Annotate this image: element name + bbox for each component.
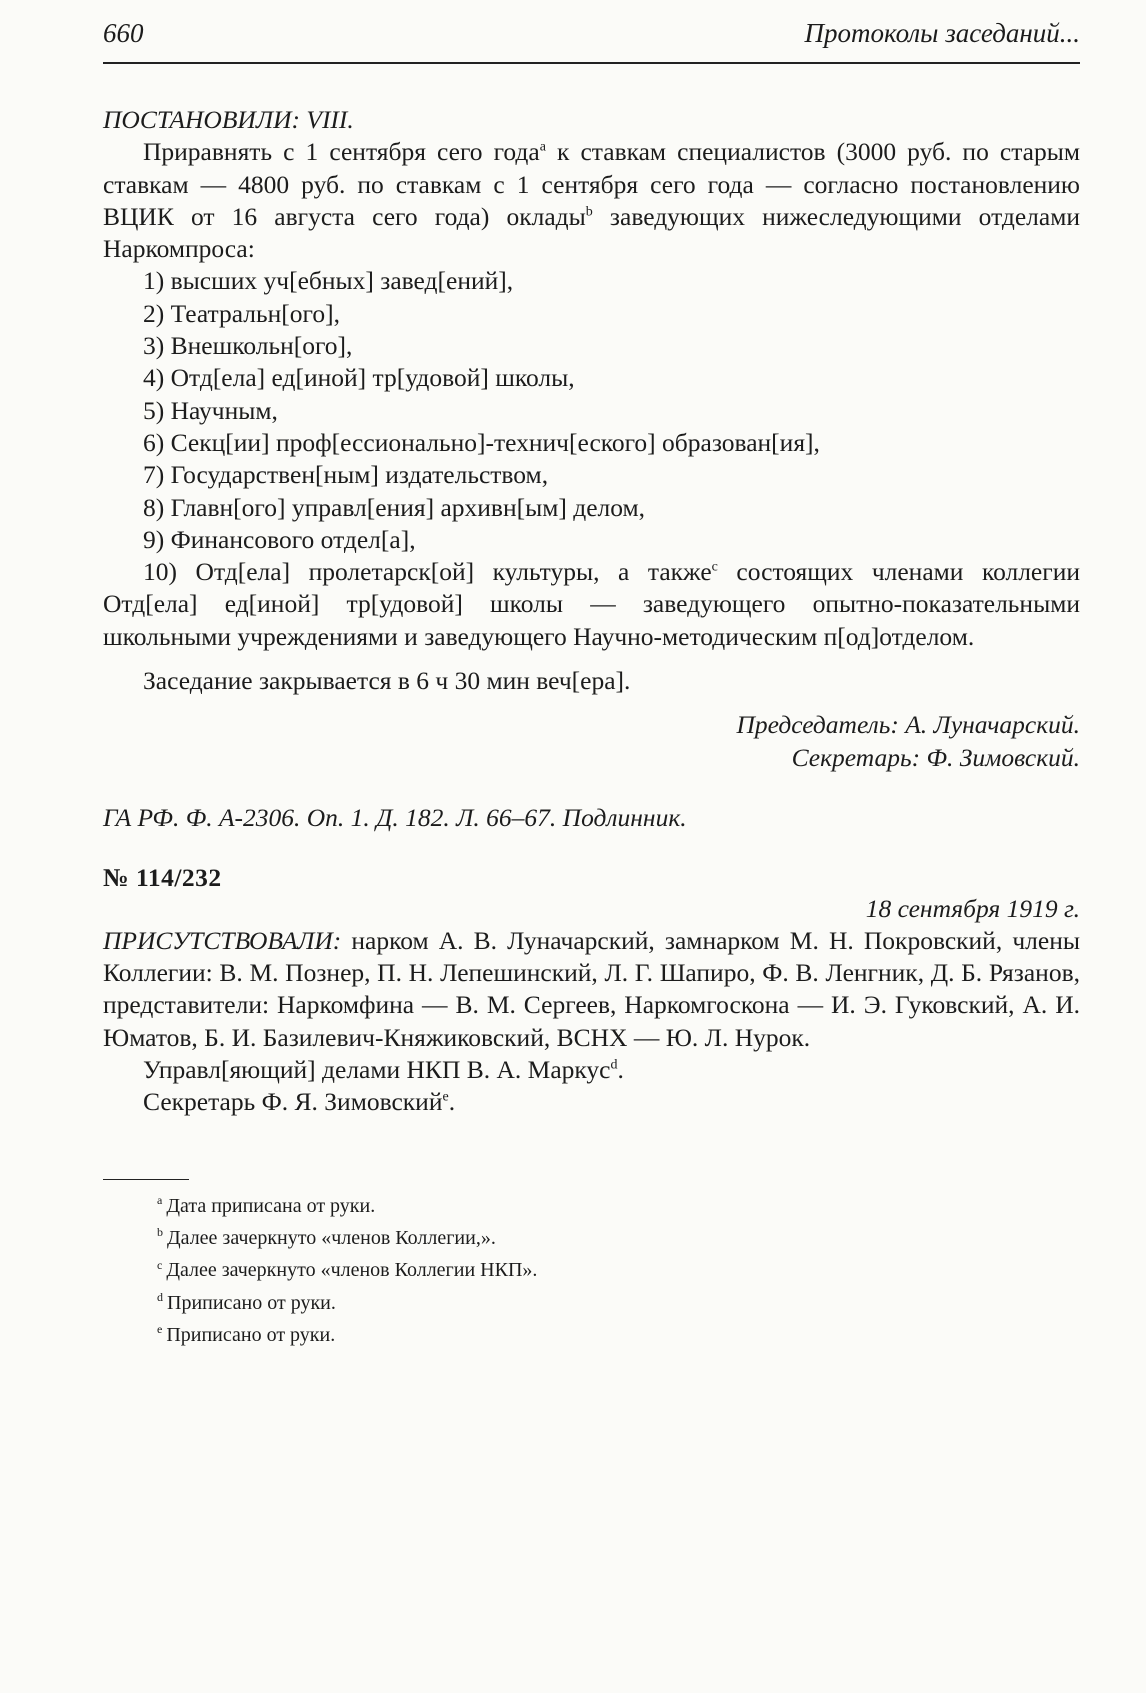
list-item: 7) Государствен[ным] издательством, <box>143 460 549 490</box>
footnote-mark-e: e <box>442 1089 449 1105</box>
header-rule <box>103 62 1080 64</box>
list-item: 2) Театральн[ого], <box>143 298 340 328</box>
footnote-mark-a: a <box>539 139 546 155</box>
resolution-intro: Приравнять с 1 сентября сего года$^a$ к ставкам специалистов (3000 руб. по старым ставкам — 4800 руб. по ставкам с 1 сентября сего года — согласно постановлению ВЦИК от 16 августа сего года) оклады$^b$ заведующих нижеследующими отделами Наркомпроса: <box>103 137 1081 264</box>
list-item: 8) Главн[ого] управл[ения] архивн[ым] делом, <box>143 492 646 522</box>
attendees-paragraph <box>103 925 1080 1054</box>
archive-reference: ГА РФ. Ф. А-2306. Оп. 1. Д. 182. Л. 66–67. Подлинник. <box>103 802 687 832</box>
footnotes <box>103 1190 1080 1351</box>
footnote-mark-d: d <box>610 1057 618 1073</box>
chairman-signature: Председатель: А. Луначарский. <box>736 710 1080 740</box>
document-page <box>103 18 1080 1351</box>
document-number: № 114/232 <box>103 863 222 893</box>
list-item: 3) Внешкольн[ого], <box>143 331 353 361</box>
resolution-heading: ПОСТАНОВИЛИ: VIII. <box>103 105 354 134</box>
secretary-line: Секретарь Ф. Я. Зимовский$^e$. <box>143 1087 456 1117</box>
footnote-mark-b: b <box>585 204 593 220</box>
document-date: 18 сентября 1919 г. <box>865 893 1080 923</box>
list-item: 4) Отд[ела] ед[иной] тр[удовой] школы, <box>143 363 575 393</box>
footnote-rule <box>103 1179 189 1180</box>
document-body <box>103 104 1080 1351</box>
footnote: $^a$ Дата приписана от руки. <box>157 1192 376 1217</box>
footnote: $^e$ Приписано от руки. <box>157 1322 336 1346</box>
page-number: 660 <box>103 18 144 48</box>
footnote-mark-c: c <box>711 559 718 575</box>
closing-statement: Заседание закрывается в 6 ч 30 мин веч[ера]. <box>143 666 631 696</box>
manager-line: Управл[яющий] делами НКП В. А. Маркус$^d$. <box>143 1055 624 1085</box>
list-item: 1) высших уч[ебных] завед[ений], <box>143 266 514 296</box>
list-item: 6) Секц[ии] проф[ессионально]-технич[еского] образован[ия], <box>143 427 820 457</box>
footnote: $^b$ Далее зачеркнуто «членов Коллегии,». <box>157 1225 496 1249</box>
footnote: $^d$ Приписано от руки. <box>157 1289 336 1314</box>
list-item: 5) Научным, <box>143 395 278 425</box>
list-item-10: 10) Отд[ела] пролетарск[ой] культуры, а также$^c$ состоящих членами коллегии Отд[ела] ед[иной] тр[удовой] школы — заведующего опытно-показательными школьными учреждениями и заведующего Научно-методическим п[од]отделом. <box>103 557 1081 651</box>
page-header <box>103 18 1080 58</box>
secretary-signature: Секретарь: Ф. Зимовский. <box>791 742 1080 772</box>
footnote: $^c$ Далее зачеркнуто «членов Коллегии НКП». <box>157 1257 538 1282</box>
running-title: Протоколы заседаний... <box>804 18 1080 48</box>
list-item: 9) Финансового отдел[а], <box>143 524 416 554</box>
present-text: нарком А. В. Луначарский, замнарком М. Н. Покровский, члены Коллегии: В. М. Познер, П. Н. Лепешинский, Л. Г. Шапиро, Ф. В. Ленгник, Д. Б. Рязанов, представители: Наркомфина — В. М. Сергеев, Наркомгоскона — И. Э. Гуковский, А. И. Юматов, Б. И. Базилевич-Княжиковский, ВСНХ — Ю. Л. Нурок. <box>103 925 1080 1052</box>
present-label: ПРИСУТСТВОВАЛИ: <box>103 925 342 955</box>
